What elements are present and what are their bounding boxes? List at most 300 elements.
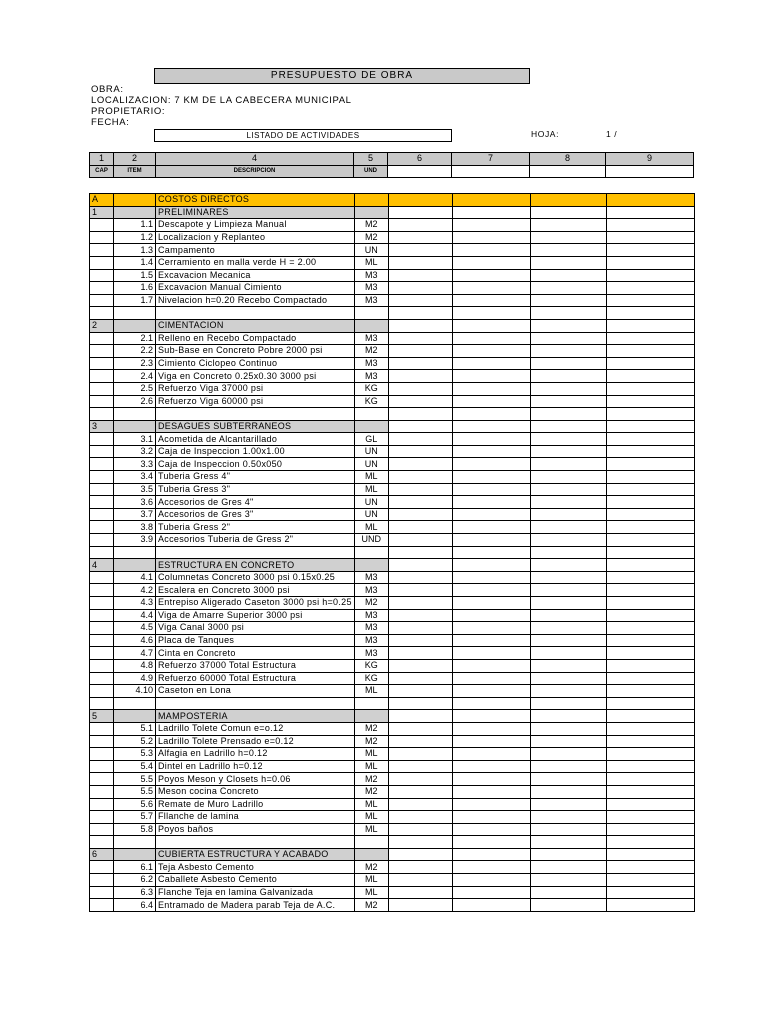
value-cell — [606, 823, 694, 836]
cap-cell: 4 — [90, 559, 114, 572]
header-num: 5 — [354, 153, 388, 166]
activity-row — [90, 483, 695, 496]
value-cell — [530, 521, 606, 534]
cap-cell: A — [90, 194, 114, 207]
value-cell — [452, 231, 530, 244]
und-cell — [354, 206, 388, 219]
activity-row — [90, 647, 695, 660]
item-cell: 2.2 — [114, 345, 156, 358]
activity-row — [90, 496, 695, 509]
item-cell: 5.5 — [114, 773, 156, 786]
item-cell — [114, 836, 156, 849]
und-cell — [354, 408, 388, 421]
value-cell — [388, 332, 452, 345]
header-num: 9 — [606, 153, 694, 166]
value-cell — [388, 282, 452, 295]
value-cell — [388, 194, 452, 207]
value-cell — [452, 194, 530, 207]
item-cell: 6.1 — [114, 861, 156, 874]
value-cell — [388, 622, 452, 635]
value-cell — [452, 773, 530, 786]
value-cell — [530, 282, 606, 295]
value-cell — [606, 571, 694, 584]
und-cell: M3 — [354, 294, 388, 307]
cap-cell — [90, 798, 114, 811]
value-cell — [452, 798, 530, 811]
cap-cell — [90, 571, 114, 584]
value-cell — [530, 811, 606, 824]
value-cell — [606, 811, 694, 824]
value-cell — [452, 886, 530, 899]
item-cell: 5.3 — [114, 748, 156, 761]
value-cell — [530, 710, 606, 723]
activity-row — [90, 382, 695, 395]
und-cell: ML — [354, 748, 388, 761]
descripcion-cell — [156, 546, 355, 559]
descripcion-cell: Cinta en Concreto — [156, 647, 355, 660]
value-cell — [388, 848, 452, 861]
und-cell: ML — [354, 798, 388, 811]
value-cell — [452, 458, 530, 471]
header-blank — [388, 165, 452, 177]
value-cell — [606, 609, 694, 622]
value-cell — [452, 483, 530, 496]
value-cell — [606, 534, 694, 547]
value-cell — [452, 899, 530, 912]
blank-row — [90, 697, 695, 710]
item-cell: 3.9 — [114, 534, 156, 547]
value-cell — [606, 508, 694, 521]
descripcion-cell: Dintel en Ladrillo h=0.12 — [156, 760, 355, 773]
value-cell — [452, 433, 530, 446]
value-cell — [388, 420, 452, 433]
und-cell: KG — [354, 672, 388, 685]
activity-row — [90, 231, 695, 244]
chapter-row — [90, 420, 695, 433]
value-cell — [388, 408, 452, 421]
und-cell: ML — [354, 471, 388, 484]
item-cell: 5.5 — [114, 785, 156, 798]
value-cell — [606, 697, 694, 710]
item-cell — [114, 697, 156, 710]
activity-row — [90, 634, 695, 647]
und-cell: M2 — [354, 219, 388, 232]
und-cell: ML — [354, 483, 388, 496]
und-cell: UN — [354, 244, 388, 257]
value-cell — [530, 559, 606, 572]
value-cell — [530, 345, 606, 358]
cap-cell — [90, 521, 114, 534]
value-cell — [530, 647, 606, 660]
cap-cell: 2 — [90, 319, 114, 332]
value-cell — [606, 685, 694, 698]
value-cell — [606, 445, 694, 458]
und-cell: ML — [354, 521, 388, 534]
activity-row — [90, 345, 695, 358]
header-blank — [530, 165, 606, 177]
cap-cell — [90, 672, 114, 685]
activity-row — [90, 508, 695, 521]
header-label-row — [90, 165, 694, 177]
value-cell — [530, 886, 606, 899]
item-cell: 4.3 — [114, 597, 156, 610]
descripcion-cell: Fllanche de lamina — [156, 811, 355, 824]
descripcion-cell: Placa de Tanques — [156, 634, 355, 647]
item-cell: 6.2 — [114, 874, 156, 887]
item-cell: 2.4 — [114, 370, 156, 383]
activity-row — [90, 471, 695, 484]
value-cell — [452, 836, 530, 849]
value-cell — [530, 659, 606, 672]
value-cell — [530, 685, 606, 698]
und-cell: M2 — [354, 722, 388, 735]
descripcion-cell: Viga en Concreto 0.25x0.30 3000 psi — [156, 370, 355, 383]
blank-row — [90, 408, 695, 421]
cap-cell — [90, 836, 114, 849]
value-cell — [452, 647, 530, 660]
value-cell — [388, 483, 452, 496]
value-cell — [452, 848, 530, 861]
descripcion-cell: CIMENTACION — [156, 319, 355, 332]
value-cell — [530, 420, 606, 433]
item-cell — [114, 848, 156, 861]
cap-cell — [90, 382, 114, 395]
cap-cell — [90, 546, 114, 559]
value-cell — [530, 382, 606, 395]
value-cell — [452, 370, 530, 383]
descripcion-cell: Flanche Teja en lamina Galvanizada — [156, 886, 355, 899]
activity-row — [90, 874, 695, 887]
value-cell — [388, 899, 452, 912]
value-cell — [452, 710, 530, 723]
descripcion-cell: Descapote y Limpieza Manual — [156, 219, 355, 232]
activity-row — [90, 571, 695, 584]
item-cell: 6.4 — [114, 899, 156, 912]
header-descripcion: DESCRIPCION — [156, 165, 354, 177]
chapter-row — [90, 206, 695, 219]
value-cell — [606, 458, 694, 471]
cap-cell — [90, 748, 114, 761]
descripcion-cell: Tuberia Gress 4" — [156, 471, 355, 484]
item-cell: 4.10 — [114, 685, 156, 698]
cap-cell — [90, 294, 114, 307]
item-cell: 1.7 — [114, 294, 156, 307]
value-cell — [530, 823, 606, 836]
descripcion-cell: Viga Canal 3000 psi — [156, 622, 355, 635]
value-cell — [452, 206, 530, 219]
und-cell: ML — [354, 823, 388, 836]
item-cell: 2.1 — [114, 332, 156, 345]
value-cell — [606, 496, 694, 509]
value-cell — [388, 659, 452, 672]
cap-cell: 3 — [90, 420, 114, 433]
activity-row — [90, 785, 695, 798]
descripcion-cell: Caballete Asbesto Cemento — [156, 874, 355, 887]
descripcion-cell: Localizacion y Replanteo — [156, 231, 355, 244]
header-num: 2 — [114, 153, 156, 166]
value-cell — [388, 471, 452, 484]
cap-cell — [90, 370, 114, 383]
cap-cell — [90, 647, 114, 660]
value-cell — [530, 194, 606, 207]
value-cell — [452, 823, 530, 836]
value-cell — [388, 874, 452, 887]
value-cell — [452, 748, 530, 761]
value-cell — [452, 282, 530, 295]
item-cell: 1.4 — [114, 256, 156, 269]
value-cell — [388, 584, 452, 597]
value-cell — [530, 622, 606, 635]
value-cell — [530, 672, 606, 685]
activity-row — [90, 445, 695, 458]
item-cell — [114, 206, 156, 219]
und-cell — [354, 420, 388, 433]
value-cell — [388, 571, 452, 584]
value-cell — [452, 722, 530, 735]
hoja-value: 1 / — [606, 129, 618, 139]
descripcion-cell: Caja de Inspeccion 1.00x1.00 — [156, 445, 355, 458]
cap-cell — [90, 534, 114, 547]
value-cell — [452, 294, 530, 307]
blank-row — [90, 836, 695, 849]
activity-row — [90, 609, 695, 622]
cap-cell — [90, 471, 114, 484]
hoja-label: HOJA: — [531, 129, 560, 139]
cap-cell — [90, 269, 114, 282]
descripcion-cell: Excavacion Manual Cimiento — [156, 282, 355, 295]
cap-cell — [90, 634, 114, 647]
costos-directos-row — [90, 194, 695, 207]
activity-row — [90, 282, 695, 295]
descripcion-cell: Escalera en Concreto 3000 psi — [156, 584, 355, 597]
value-cell — [452, 874, 530, 887]
item-cell: 3.6 — [114, 496, 156, 509]
und-cell: M3 — [354, 357, 388, 370]
item-cell: 4.9 — [114, 672, 156, 685]
value-cell — [606, 332, 694, 345]
value-cell — [530, 861, 606, 874]
value-cell — [388, 722, 452, 735]
activity-row — [90, 861, 695, 874]
value-cell — [452, 584, 530, 597]
propietario-label: PROPIETARIO: — [91, 106, 166, 117]
value-cell — [388, 496, 452, 509]
blank-row — [90, 546, 695, 559]
descripcion-cell: Refuerzo Viga 37000 psi — [156, 382, 355, 395]
chapter-row — [90, 559, 695, 572]
item-cell: 5.7 — [114, 811, 156, 824]
cap-cell — [90, 483, 114, 496]
value-cell — [530, 609, 606, 622]
und-cell: M3 — [354, 332, 388, 345]
value-cell — [530, 496, 606, 509]
item-cell: 1.6 — [114, 282, 156, 295]
value-cell — [606, 836, 694, 849]
activity-row — [90, 622, 695, 635]
item-cell: 4.4 — [114, 609, 156, 622]
und-cell — [354, 836, 388, 849]
listado-actividades-box: LISTADO DE ACTIVIDADES — [154, 129, 452, 142]
value-cell — [606, 307, 694, 320]
cap-cell — [90, 823, 114, 836]
value-cell — [530, 785, 606, 798]
value-cell — [606, 395, 694, 408]
cap-cell — [90, 508, 114, 521]
und-cell: ML — [354, 256, 388, 269]
und-cell: ML — [354, 874, 388, 887]
value-cell — [530, 357, 606, 370]
descripcion-cell — [156, 408, 355, 421]
cap-cell — [90, 811, 114, 824]
value-cell — [388, 534, 452, 547]
und-cell: UND — [354, 534, 388, 547]
value-cell — [388, 256, 452, 269]
value-cell — [388, 382, 452, 395]
value-cell — [606, 206, 694, 219]
value-cell — [452, 760, 530, 773]
value-cell — [388, 445, 452, 458]
value-cell — [606, 886, 694, 899]
descripcion-cell: Refuerzo 37000 Total Estructura — [156, 659, 355, 672]
value-cell — [606, 521, 694, 534]
value-cell — [606, 785, 694, 798]
value-cell — [606, 244, 694, 257]
descripcion-cell: Refuerzo Viga 60000 psi — [156, 395, 355, 408]
descripcion-cell: Campamento — [156, 244, 355, 257]
value-cell — [530, 332, 606, 345]
cap-cell: 1 — [90, 206, 114, 219]
und-cell: M2 — [354, 861, 388, 874]
value-cell — [388, 219, 452, 232]
chapter-row — [90, 848, 695, 861]
und-cell: KG — [354, 395, 388, 408]
activity-row — [90, 823, 695, 836]
value-cell — [388, 597, 452, 610]
und-cell: M3 — [354, 647, 388, 660]
activity-row — [90, 269, 695, 282]
und-cell: M3 — [354, 282, 388, 295]
item-cell: 3.8 — [114, 521, 156, 534]
und-cell: KG — [354, 659, 388, 672]
value-cell — [530, 534, 606, 547]
value-cell — [530, 319, 606, 332]
item-cell — [114, 307, 156, 320]
descripcion-cell: CUBIERTA ESTRUCTURA Y ACABADO — [156, 848, 355, 861]
value-cell — [530, 697, 606, 710]
descripcion-cell: Remate de Muro Ladrillo — [156, 798, 355, 811]
item-cell: 4.1 — [114, 571, 156, 584]
value-cell — [606, 231, 694, 244]
cap-cell — [90, 219, 114, 232]
descripcion-cell: Relleno en Recebo Compactado — [156, 332, 355, 345]
value-cell — [606, 282, 694, 295]
value-cell — [452, 697, 530, 710]
und-cell — [354, 546, 388, 559]
descripcion-cell: PRELIMINARES — [156, 206, 355, 219]
value-cell — [606, 760, 694, 773]
value-cell — [388, 748, 452, 761]
page-title: PRESUPUESTO DE OBRA — [154, 68, 530, 84]
value-cell — [388, 609, 452, 622]
value-cell — [530, 294, 606, 307]
value-cell — [388, 697, 452, 710]
descripcion-cell: Tuberia Gress 3" — [156, 483, 355, 496]
cap-cell — [90, 458, 114, 471]
item-cell: 1.1 — [114, 219, 156, 232]
descripcion-cell: Acometida de Alcantarillado — [156, 433, 355, 446]
und-cell: M2 — [354, 345, 388, 358]
value-cell — [388, 294, 452, 307]
item-cell — [114, 319, 156, 332]
activity-row — [90, 722, 695, 735]
value-cell — [388, 231, 452, 244]
descripcion-cell: Accesorios de Gres 4" — [156, 496, 355, 509]
value-cell — [388, 546, 452, 559]
und-cell: M3 — [354, 571, 388, 584]
activity-row — [90, 773, 695, 786]
cap-cell — [90, 597, 114, 610]
activity-row — [90, 811, 695, 824]
item-cell — [114, 194, 156, 207]
value-cell — [530, 748, 606, 761]
value-cell — [388, 244, 452, 257]
value-cell — [530, 798, 606, 811]
item-cell — [114, 546, 156, 559]
und-cell: M3 — [354, 622, 388, 635]
activity-row — [90, 584, 695, 597]
descripcion-cell: Columnetas Concreto 3000 psi 0.15x0.25 — [156, 571, 355, 584]
value-cell — [530, 219, 606, 232]
activity-row — [90, 219, 695, 232]
cap-cell — [90, 357, 114, 370]
value-cell — [530, 508, 606, 521]
value-cell — [606, 269, 694, 282]
und-cell — [354, 307, 388, 320]
value-cell — [388, 370, 452, 383]
descripcion-cell: COSTOS DIRECTOS — [156, 194, 355, 207]
und-cell: M3 — [354, 584, 388, 597]
value-cell — [606, 647, 694, 660]
value-cell — [388, 508, 452, 521]
descripcion-cell: Caseton en Lona — [156, 685, 355, 698]
fecha-label: FECHA: — [91, 117, 130, 128]
value-cell — [530, 244, 606, 257]
value-cell — [530, 433, 606, 446]
value-cell — [388, 634, 452, 647]
item-cell: 5.2 — [114, 735, 156, 748]
value-cell — [452, 534, 530, 547]
und-cell: ML — [354, 760, 388, 773]
cap-cell — [90, 874, 114, 887]
descripcion-cell: Poyos baños — [156, 823, 355, 836]
item-cell: 5.6 — [114, 798, 156, 811]
item-cell: 1.5 — [114, 269, 156, 282]
value-cell — [606, 483, 694, 496]
cap-cell: 5 — [90, 710, 114, 723]
cap-cell — [90, 256, 114, 269]
value-cell — [452, 382, 530, 395]
und-cell: UN — [354, 458, 388, 471]
value-cell — [606, 433, 694, 446]
cap-cell — [90, 433, 114, 446]
und-cell: M2 — [354, 899, 388, 912]
activity-row — [90, 256, 695, 269]
value-cell — [452, 659, 530, 672]
und-cell: M2 — [354, 735, 388, 748]
value-cell — [388, 811, 452, 824]
value-cell — [530, 370, 606, 383]
value-cell — [452, 244, 530, 257]
